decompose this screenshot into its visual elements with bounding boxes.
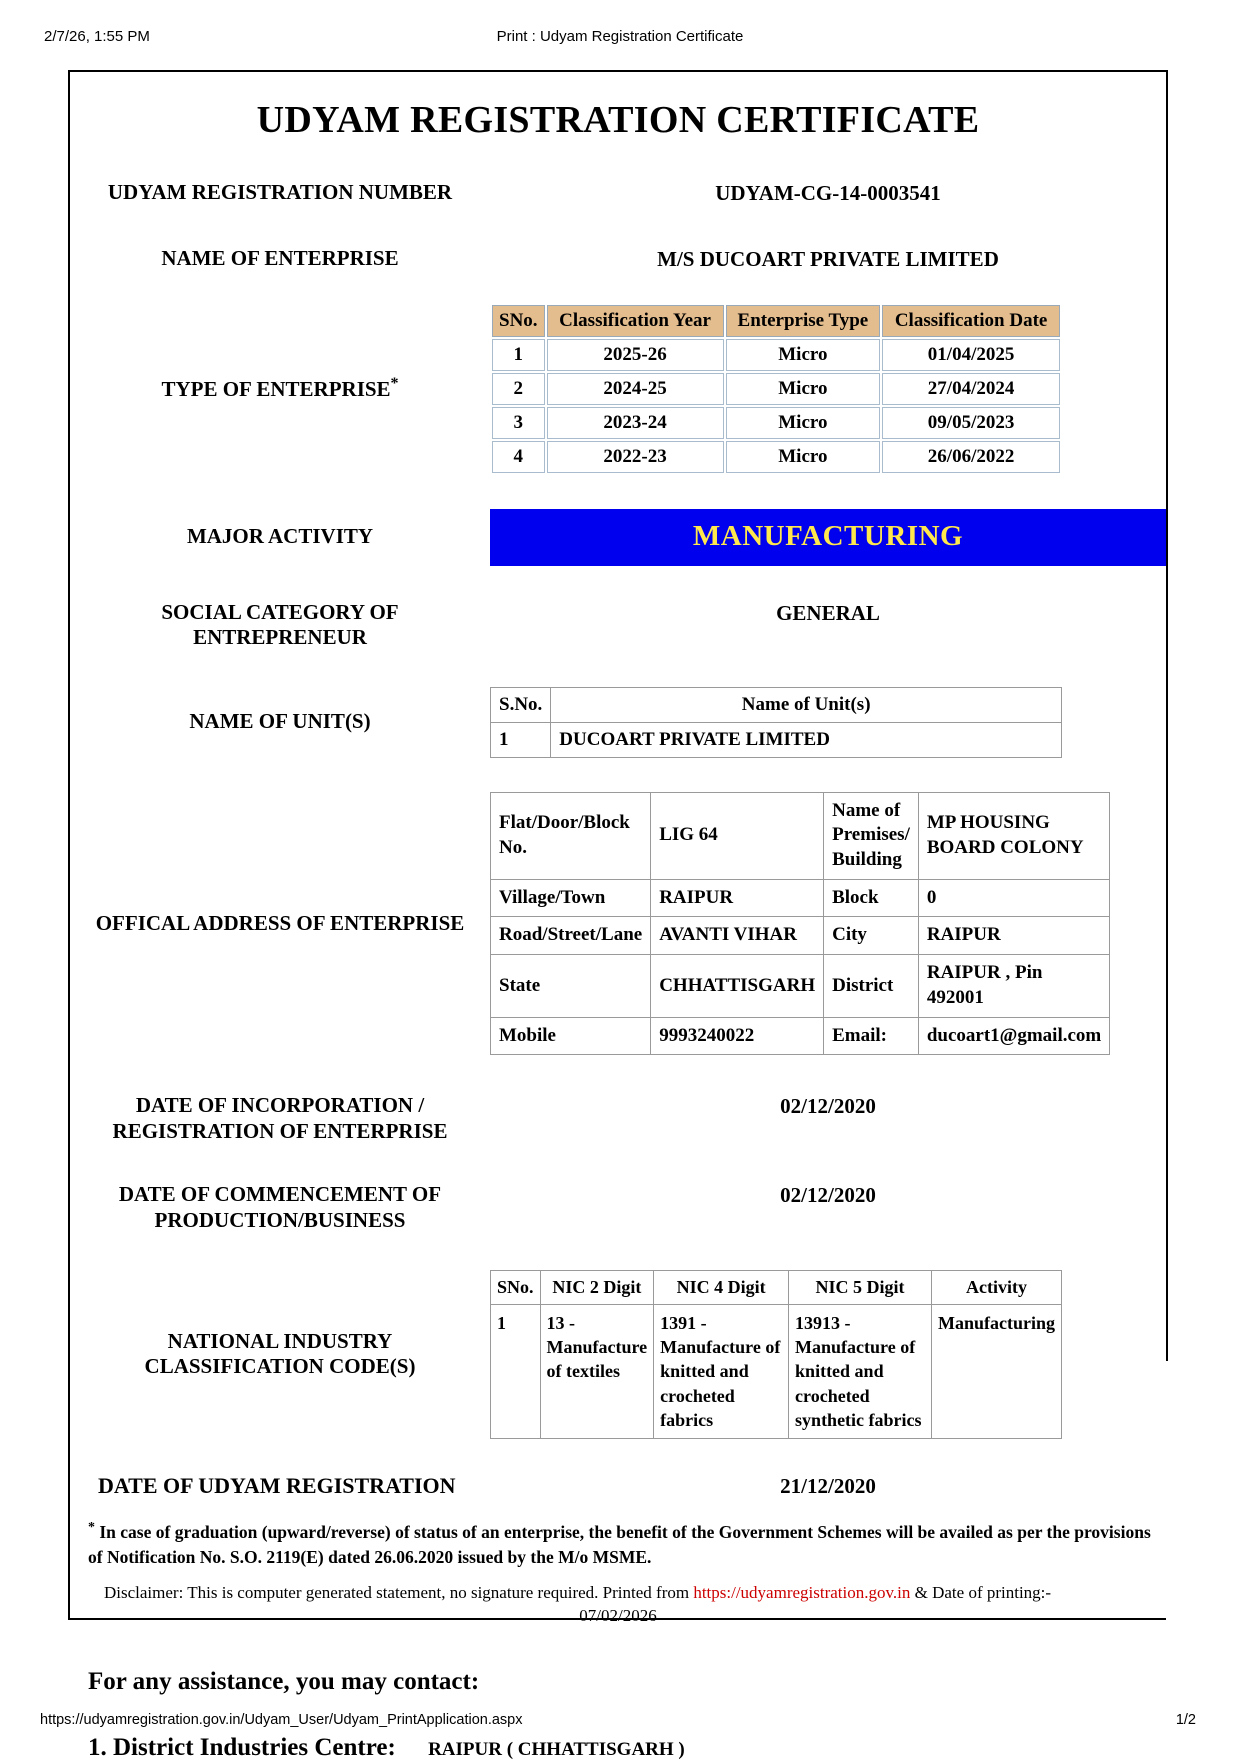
cell-addr-val1: RAIPUR <box>651 879 824 917</box>
cell-addr-val2: 0 <box>918 879 1109 917</box>
cell-sno: 2 <box>492 373 545 405</box>
enterprise-type-footnote-marker: * <box>390 375 399 393</box>
incorporation-date-row <box>70 1093 1166 1144</box>
cell-unit-name: DUCOART PRIVATE LIMITED <box>551 722 1062 757</box>
address-label: OFFICAL ADDRESS OF ENTERPRISE <box>95 910 465 935</box>
cell-addr-key2: Name of Premises/ Building <box>824 792 919 879</box>
col-enterprise-type: Enterprise Type <box>726 305 881 337</box>
col-unit-sno: S.No. <box>491 687 551 722</box>
cell-sno: 1 <box>492 339 545 371</box>
enterprise-name-row <box>70 246 1166 272</box>
cell-type: Micro <box>726 441 881 473</box>
cell-type: Micro <box>726 407 881 439</box>
cell-addr-key1: Mobile <box>491 1017 651 1055</box>
cell-addr-val1: 9993240022 <box>651 1017 824 1055</box>
page-title: UDYAM REGISTRATION CERTIFICATE <box>256 99 980 141</box>
graduation-footnote <box>70 1518 1166 1571</box>
cell-addr-key2: District <box>824 955 919 1017</box>
dic-label: 1. District Industries Centre: <box>88 1734 396 1762</box>
cell-unit-sno: 1 <box>491 722 551 757</box>
urn-value: UDYAM-CG-14-0003541 <box>715 181 941 205</box>
table-row <box>492 441 1060 473</box>
cell-addr-val1: AVANTI VIHAR <box>651 917 824 955</box>
nic-codes-label: NATIONAL INDUSTRY CLASSIFICATION CODE(S) <box>144 1328 416 1379</box>
major-activity-label: MAJOR ACTIVITY <box>186 524 374 549</box>
browser-print-footer <box>0 1712 1240 1732</box>
cell-sno: 4 <box>492 441 545 473</box>
address-table <box>490 792 1110 1056</box>
table-row <box>491 792 1110 879</box>
col-nic-2digit: NIC 2 Digit <box>540 1270 654 1304</box>
disclaimer-url-link[interactable]: https://udyamregistration.gov.in <box>693 1582 911 1602</box>
cell-addr-val2: MP HOUSING BOARD COLONY <box>918 792 1109 879</box>
cell-date: 27/04/2024 <box>882 373 1060 405</box>
udyam-registration-date-row <box>70 1473 1166 1500</box>
cell-type: Micro <box>726 373 881 405</box>
commencement-date-value: 02/12/2020 <box>780 1183 876 1208</box>
table-row <box>491 879 1110 917</box>
cell-addr-key1: Road/Street/Lane <box>491 917 651 955</box>
cell-addr-key1: Village/Town <box>491 879 651 917</box>
cell-addr-key2: City <box>824 917 919 955</box>
cell-date: 01/04/2025 <box>882 339 1060 371</box>
cell-nic-activity: Manufacturing <box>932 1304 1062 1438</box>
col-classification-year: Classification Year <box>547 305 724 337</box>
cell-date: 09/05/2023 <box>882 407 1060 439</box>
browser-print-header <box>0 28 1240 48</box>
table-row <box>491 1304 1062 1438</box>
enterprise-type-label <box>70 374 490 403</box>
unit-table <box>490 687 1062 758</box>
col-nic-sno: SNo. <box>491 1270 541 1304</box>
footer-page-number: 1/2 <box>1175 1712 1196 1728</box>
cell-year: 2022-23 <box>547 441 724 473</box>
cell-year: 2024-25 <box>547 373 724 405</box>
cell-addr-val2: ducoart1@gmail.com <box>918 1017 1109 1055</box>
nic-codes-row <box>70 1270 1166 1439</box>
unit-name-row <box>70 687 1166 758</box>
cell-addr-val2: RAIPUR <box>918 917 1109 955</box>
print-timestamp: 2/7/26, 1:55 PM <box>44 28 150 45</box>
table-header-row <box>491 687 1062 722</box>
col-nic-5digit: NIC 5 Digit <box>789 1270 932 1304</box>
enterprise-type-row <box>70 303 1166 475</box>
assistance-heading: For any assistance, you may contact: <box>88 1668 480 1696</box>
enterprise-type-label-text: TYPE OF ENTERPRISE <box>161 377 391 402</box>
udyam-registration-date-label: DATE OF UDYAM REGISTRATION <box>98 1473 456 1499</box>
disclaimer-suffix: & Date of printing:- <box>910 1582 1052 1602</box>
cell-type: Micro <box>726 339 881 371</box>
cell-addr-key1: Flat/Door/Block No. <box>491 792 651 879</box>
col-nic-activity: Activity <box>932 1270 1062 1304</box>
commencement-date-row <box>70 1182 1166 1233</box>
print-page-title: Print : Udyam Registration Certificate <box>496 28 744 45</box>
table-row <box>491 1017 1110 1055</box>
enterprise-name-label: NAME OF ENTERPRISE <box>161 246 399 271</box>
cell-date: 26/06/2022 <box>882 441 1060 473</box>
cell-year: 2023-24 <box>547 407 724 439</box>
disclaimer-print-date: 07/02/2026 <box>579 1606 657 1626</box>
udyam-registration-date-value: 21/12/2020 <box>780 1474 876 1499</box>
enterprise-name-value: M/S DUCOART PRIVATE LIMITED <box>657 247 999 272</box>
footnote-star: * <box>88 1519 95 1535</box>
cell-addr-val1: LIG 64 <box>651 792 824 879</box>
cell-nic-sno: 1 <box>491 1304 541 1438</box>
address-row <box>70 792 1166 1056</box>
footer-source-url: https://udyamregistration.gov.in/Udyam_User/Udyam_PrintApplication.aspx <box>40 1712 523 1728</box>
dic-value: RAIPUR ( CHHATTISGARH ) <box>428 1739 685 1761</box>
social-category-row <box>70 600 1166 651</box>
incorporation-date-label: DATE OF INCORPORATION / REGISTRATION OF ENTERPRISE <box>112 1093 448 1143</box>
table-row <box>491 917 1110 955</box>
unit-name-label: NAME OF UNIT(S) <box>189 709 371 734</box>
table-header-row <box>492 305 1060 337</box>
social-category-value: GENERAL <box>776 600 880 625</box>
nic-codes-table <box>490 1270 1062 1439</box>
table-row <box>492 339 1060 371</box>
footnote-text: In case of graduation (upward/reverse) of status of an enterprise, the benefit of the Government Schemes will be availed as per the provisions of Notification No. S.O. 2119(E) dated 26.06.2020 issued by the M/o MSME. <box>88 1521 1151 1568</box>
table-row <box>492 373 1060 405</box>
cell-addr-key2: Email: <box>824 1017 919 1055</box>
classification-table <box>490 303 1062 475</box>
social-category-label: SOCIAL CATEGORY OF ENTREPRENEUR <box>161 599 399 650</box>
cell-year: 2025-26 <box>547 339 724 371</box>
cell-nic-5digit: 13913 - Manufacture of knitted and crocheted synthetic fabrics <box>789 1304 932 1438</box>
col-classification-date: Classification Date <box>882 305 1060 337</box>
cell-addr-key1: State <box>491 955 651 1017</box>
incorporation-date-value: 02/12/2020 <box>780 1094 876 1119</box>
cell-addr-key2: Block <box>824 879 919 917</box>
major-activity-row <box>70 509 1166 566</box>
cell-addr-val2: RAIPUR , Pin 492001 <box>918 955 1109 1017</box>
col-sno: SNo. <box>492 305 545 337</box>
table-row <box>491 955 1110 1017</box>
urn-row <box>70 180 1166 206</box>
major-activity-banner: MANUFACTURING <box>490 509 1166 566</box>
col-nic-4digit: NIC 4 Digit <box>654 1270 789 1304</box>
col-unit-name: Name of Unit(s) <box>551 687 1062 722</box>
cell-addr-val1: CHHATTISGARH <box>651 955 824 1017</box>
disclaimer-prefix: Disclaimer: This is computer generated statement, no signature required. Printed from <box>104 1582 694 1602</box>
cell-sno: 3 <box>492 407 545 439</box>
disclaimer-line <box>90 1581 1146 1605</box>
urn-label: UDYAM REGISTRATION NUMBER <box>107 180 453 204</box>
table-row <box>492 407 1060 439</box>
cell-nic-2digit: 13 - Manufacture of textiles <box>540 1304 654 1438</box>
table-row <box>491 722 1062 757</box>
table-header-row <box>491 1270 1062 1304</box>
commencement-date-label: DATE OF COMMENCEMENT OF PRODUCTION/BUSINESS <box>118 1182 442 1233</box>
disclaimer <box>70 1581 1166 1629</box>
district-industries-centre-row <box>70 1734 1166 1762</box>
cell-nic-4digit: 1391 - Manufacture of knitted and crocheted fabrics <box>654 1304 789 1438</box>
